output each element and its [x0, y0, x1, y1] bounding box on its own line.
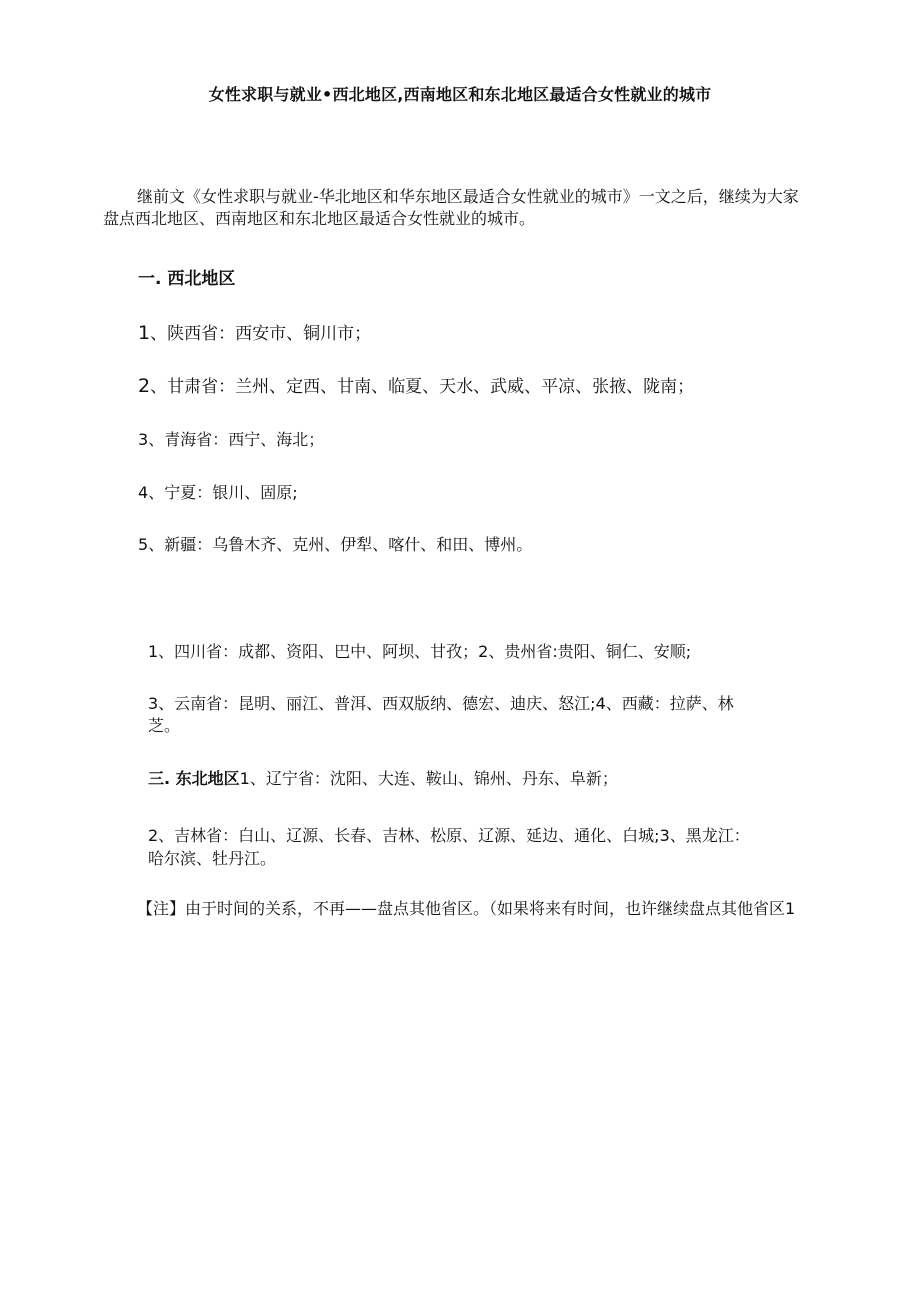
list-item	[138, 534, 532, 556]
list-item	[138, 482, 298, 504]
list-item-text: 、青海省：西宁、海北；	[148, 430, 325, 449]
northeast-item-text: 1、辽宁省：沈阳、大连、鞍山、锦州、丹东、阜新；	[239, 769, 618, 788]
southwest-line-1: 1、四川省：成都、资阳、巴中、阿坝、甘孜；2、贵州省:贵阳、铜仁、安顺;	[148, 642, 692, 661]
northeast-line-2-continued: 哈尔滨、牡丹江。	[148, 849, 277, 868]
list-item	[138, 375, 694, 398]
section-heading-northwest: 一. 西北地区	[138, 269, 236, 289]
page-title: 女性求职与就业•西北地区,西南地区和东北地区最适合女性就业的城市	[208, 85, 712, 104]
northeast-line-1	[148, 768, 618, 790]
list-item-number: 2	[138, 375, 151, 397]
list-item-number: 4	[138, 483, 149, 502]
list-item-text: 、新疆：乌鲁木齐、克州、伊犁、喀什、和田、博州。	[148, 535, 533, 554]
southwest-line-2: 3、云南省：昆明、丽江、普洱、西双版纳、德宏、迪庆、怒江;4、西藏：拉萨、林	[148, 694, 734, 713]
list-item-number: 1	[138, 322, 151, 344]
list-item-text: 、陕西省：西安市、铜川市；	[150, 324, 372, 344]
section-heading-northeast: 三. 东北地区	[148, 769, 240, 788]
list-item	[138, 429, 324, 451]
northeast-line-2: 2、吉林省：白山、辽源、长春、吉林、松原、辽源、延边、通化、白城;3、黑龙江：	[148, 826, 750, 845]
list-item-text: 、甘肃省：兰州、定西、甘南、临夏、天水、武威、平凉、张掖、陇南；	[150, 377, 695, 397]
list-item-number: 5	[138, 535, 149, 554]
list-item-number: 3	[138, 430, 149, 449]
intro-paragraph: 继前文《女性求职与就业-华北地区和华东地区最适合女性就业的城市》一文之后，继续为大家盘点西北地区、西南地区和东北地区最适合女性就业的城市。	[103, 187, 799, 228]
list-item	[138, 322, 371, 345]
list-item-text: 、宁夏：银川、固原;	[148, 483, 298, 502]
southwest-line-2-continued: 芝。	[148, 716, 181, 735]
note-paragraph: 【注】由于时间的关系，不再——盘点其他省区。（如果将来有时间，也许继续盘点其他省区1	[137, 899, 796, 918]
